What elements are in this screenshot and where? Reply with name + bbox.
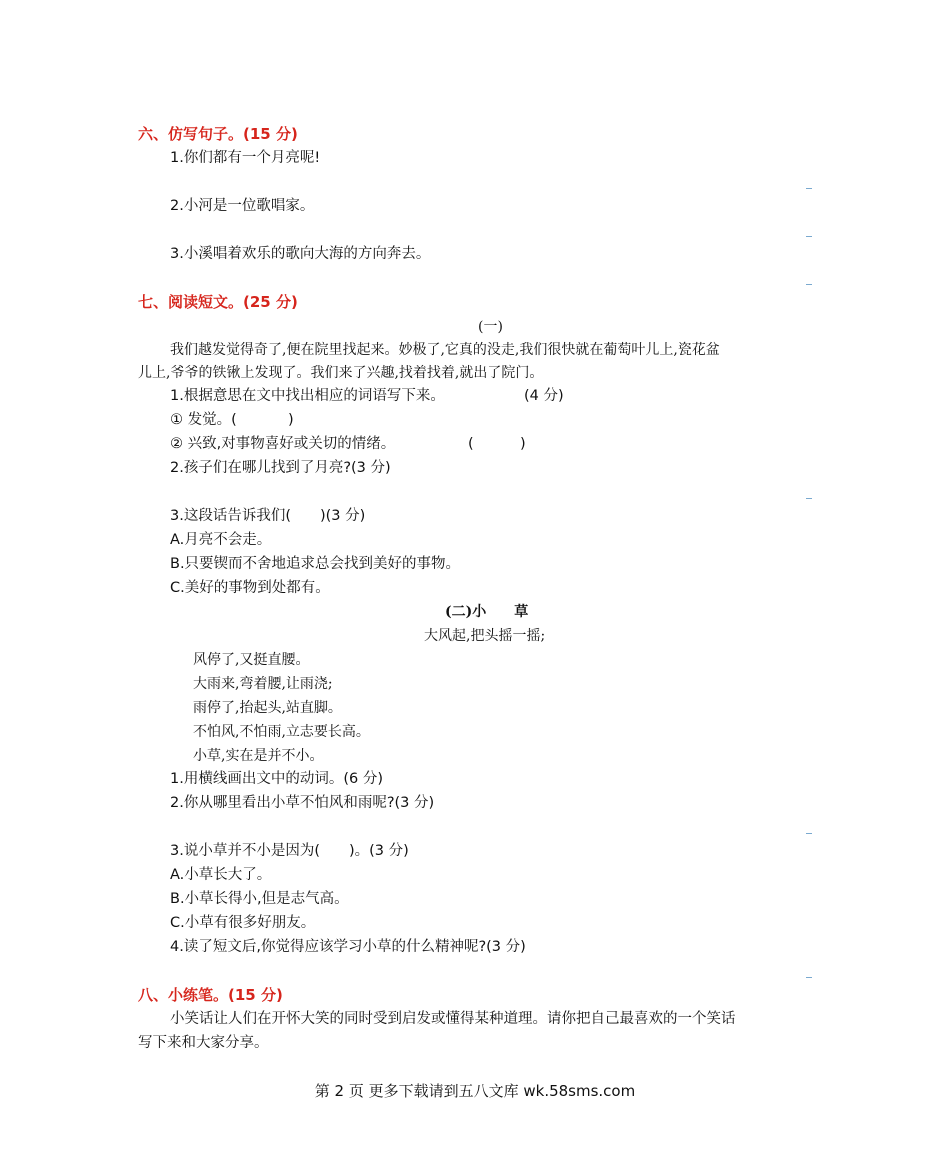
s6-question-1: 1.你们都有一个月亮呢! [170, 150, 321, 166]
p1-question-2: 2.孩子们在哪儿找到了月亮?(3 分) [170, 460, 391, 476]
p1-q3-option-c: C.美好的事物到处都有。 [170, 580, 330, 596]
p1-question-1-score: (4 分) [524, 388, 564, 404]
answer-line-mark [806, 833, 812, 834]
p1-q1-item-b-open: ( [468, 436, 474, 452]
poem-line-1: 大风起,把头摇一摇; [424, 628, 546, 644]
p2-q3-option-b: B.小草长得小,但是志气高。 [170, 891, 349, 907]
poem-line-5: 不怕风,不怕雨,立志要长高。 [193, 724, 370, 740]
poem-line-2: 风停了,又挺直腰。 [193, 652, 310, 668]
p2-q3-option-c: C.小草有很多好朋友。 [170, 915, 316, 931]
section-8-heading: 八、小练笔。(15 分) [138, 986, 283, 1004]
section-6-heading: 六、仿写句子。(15 分) [138, 125, 298, 143]
p1-q1-item-a: ① 发觉。( [170, 412, 237, 428]
p1-q3-option-a: A.月亮不会走。 [170, 532, 272, 548]
writing-prompt-line-2: 写下来和大家分享。 [138, 1035, 269, 1051]
answer-line-mark [806, 284, 812, 285]
answer-line-mark [806, 977, 812, 978]
part-2-title: (二)小 草 [445, 604, 529, 620]
p1-q1-item-b: ② 兴致,对事物喜好或关切的情绪。 [170, 436, 396, 452]
section-7-heading: 七、阅读短文。(25 分) [138, 293, 298, 311]
p1-question-1: 1.根据意思在文中找出相应的词语写下来。 [170, 388, 445, 404]
p2-q3-option-a: A.小草长大了。 [170, 867, 272, 883]
p2-question-1: 1.用横线画出文中的动词。(6 分) [170, 771, 383, 787]
answer-line-mark [806, 188, 812, 189]
poem-line-4: 雨停了,抬起头,站直脚。 [193, 700, 342, 716]
p2-question-2: 2.你从哪里看出小草不怕风和雨呢?(3 分) [170, 795, 435, 811]
answer-line-mark [806, 236, 812, 237]
poem-line-6: 小草,实在是并不小。 [193, 748, 324, 764]
p1-q1-item-b-close: ) [520, 436, 526, 452]
page-footer: 第 2 页 更多下载请到五八文库 wk.58sms.com [314, 1082, 636, 1100]
s6-question-2: 2.小河是一位歌唱家。 [170, 198, 315, 214]
answer-line-mark [806, 498, 812, 499]
p1-q1-item-a-close: ) [288, 412, 294, 428]
poem-line-3: 大雨来,弯着腰,让雨浇; [193, 676, 333, 692]
writing-prompt-line-1: 小笑话让人们在开怀大笑的同时受到启发或懂得某种道理。请你把自己最喜欢的一个笑话 [170, 1011, 736, 1027]
p2-question-4: 4.读了短文后,你觉得应该学习小草的什么精神呢?(3 分) [170, 939, 526, 955]
part-1-title: (一) [478, 319, 503, 335]
passage-line-2: 儿上,爷爷的铁锹上发现了。我们来了兴趣,找着找着,就出了院门。 [138, 365, 544, 381]
s6-question-3: 3.小溪唱着欢乐的歌向大海的方向奔去。 [170, 246, 431, 262]
passage-line-1: 我们越发觉得奇了,便在院里找起来。妙极了,它真的没走,我们很快就在葡萄叶儿上,瓷花盆 [170, 342, 720, 358]
p1-question-3: 3.这段话告诉我们( )(3 分) [170, 508, 366, 524]
p1-q3-option-b: B.只要锲而不舍地追求总会找到美好的事物。 [170, 556, 461, 572]
p2-question-3: 3.说小草并不小是因为( )。(3 分) [170, 843, 409, 859]
